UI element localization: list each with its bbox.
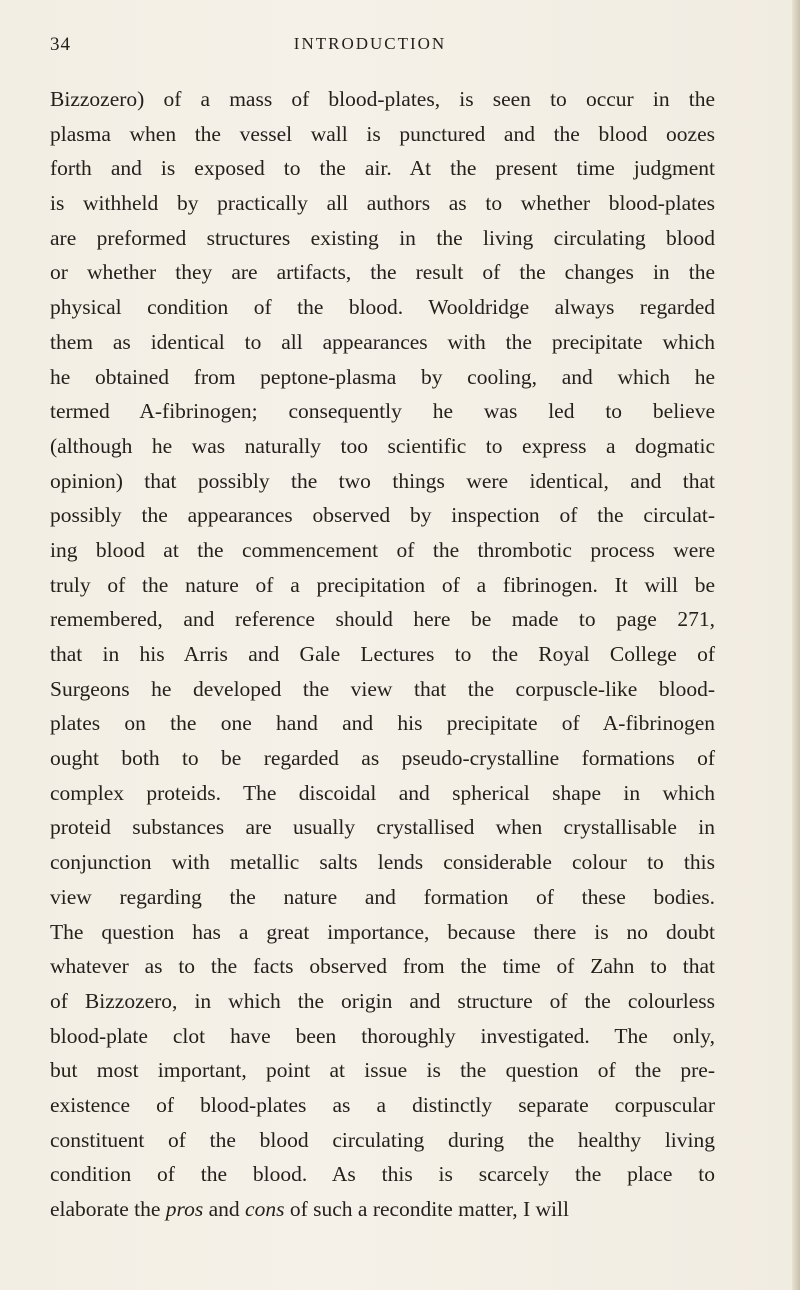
text-line: possibly the appearances observed by inspection of the circulat-	[50, 503, 715, 528]
text-line: (although he was naturally too scientific to express a dogmatic	[50, 433, 715, 458]
text-line: Bizzozero) of a mass of blood-plates, is seen to occur in the	[50, 87, 715, 111]
text-line: blood-plate clot have been thoroughly investigated. The only,	[50, 1023, 715, 1048]
body-text	[50, 82, 715, 1227]
text-segment: elaborate the	[50, 1197, 166, 1221]
text-line: but most important, point at issue is the question of the pre-	[50, 1058, 715, 1083]
running-head: INTRODUCTION	[293, 34, 447, 53]
text-line: plasma when the vessel wall is punctured and the blood oozes	[50, 121, 715, 146]
page-header	[50, 34, 690, 64]
text-line: termed A-fibrinogen; consequently he was led to believe	[50, 399, 715, 424]
text-line: physical condition of the blood. Wooldridge always regarded	[50, 295, 715, 320]
text-line: forth and is exposed to the air. At the present time judgment	[50, 156, 715, 181]
text-line: ing blood at the commencement of the thrombotic process were	[50, 537, 715, 562]
page-edge	[792, 0, 800, 1290]
italic-cons: cons	[245, 1197, 285, 1221]
text-line: of Bizzozero, in which the origin and structure of the colourless	[50, 988, 715, 1013]
text-line: ought both to be regarded as pseudo-crystalline formations of	[50, 746, 715, 771]
text-line: proteid substances are usually crystallised when crystallisable in	[50, 815, 715, 840]
text-line: remembered, and reference should here be made to page 271,	[50, 607, 715, 632]
text-line: truly of the nature of a precipitation of a fibrinogen. It will be	[50, 572, 715, 597]
text-line: condition of the blood. As this is scarcely the place to	[50, 1162, 715, 1187]
italic-pros: pros	[165, 1197, 204, 1221]
text-line: he obtained from peptone-plasma by cooling, and which he	[50, 364, 715, 389]
text-line: plates on the one hand and his precipitate of A-fibrinogen	[50, 711, 715, 736]
text-line: or whether they are artifacts, the result of the changes in the	[50, 260, 715, 285]
text-line: The question has a great importance, because there is no doubt	[50, 919, 715, 944]
text-line: is withheld by practically all authors as to whether blood-plates	[50, 191, 715, 216]
text-line: conjunction with metallic salts lends considerable colour to this	[50, 850, 715, 875]
text-line-last	[50, 1192, 715, 1227]
text-line: Surgeons he developed the view that the corpuscle-like blood-	[50, 676, 715, 701]
text-line: opinion) that possibly the two things were identical, and that	[50, 468, 715, 493]
text-line: constituent of the blood circulating during the healthy living	[50, 1127, 715, 1152]
text-line: are preformed structures existing in the living circulating blood	[50, 225, 715, 250]
text-line: that in his Arris and Gale Lectures to the Royal College of	[50, 642, 715, 666]
page-number: 34	[50, 34, 71, 55]
text-line: view regarding the nature and formation of these bodies.	[50, 884, 715, 909]
text-line: whatever as to the facts observed from the time of Zahn to that	[50, 954, 715, 979]
text-segment: of such a recondite matter, I will	[284, 1197, 569, 1221]
text-line: existence of blood-plates as a distinctly separate corpuscular	[50, 1092, 715, 1117]
text-segment: and	[203, 1197, 246, 1221]
text-line: them as identical to all appearances with the precipitate which	[50, 329, 715, 354]
text-line: complex proteids. The discoidal and spherical shape in which	[50, 780, 715, 805]
